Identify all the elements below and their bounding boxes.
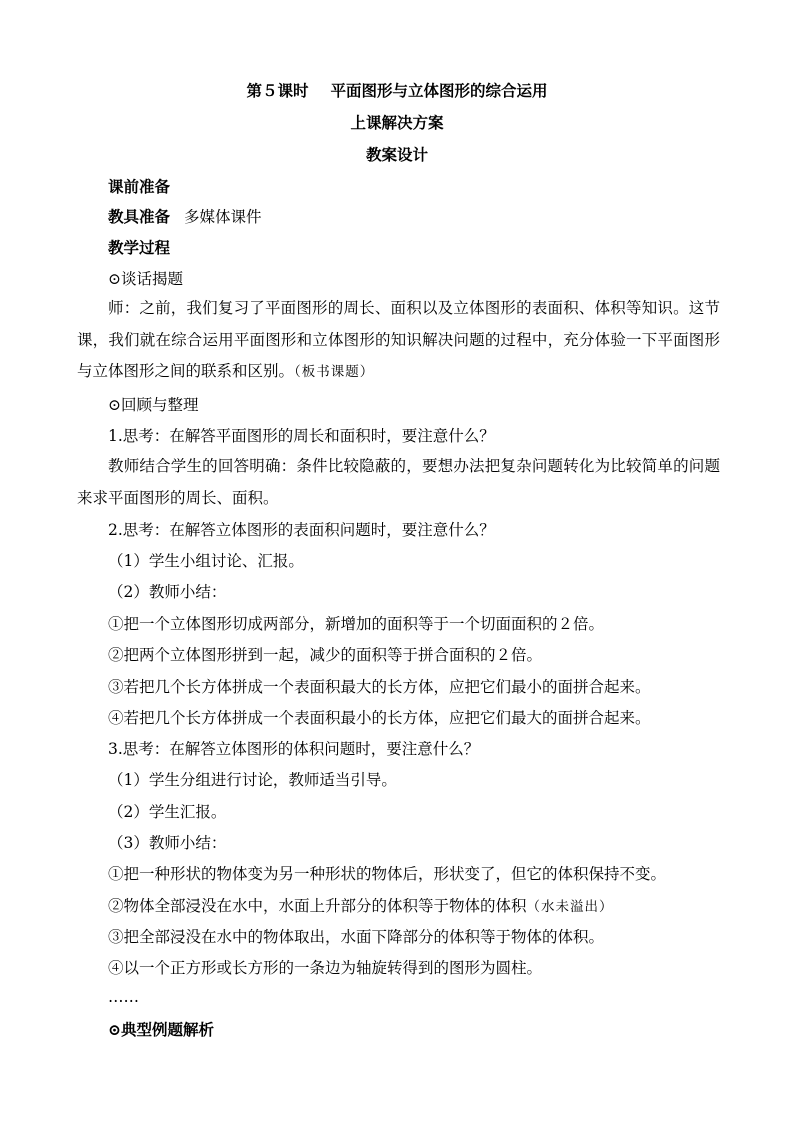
question-2: 2.思考：在解答立体图形的表面积问题时，要注意什么？ xyxy=(108,521,495,539)
tools-line xyxy=(108,206,720,228)
board-note: （板书课题） xyxy=(294,364,375,380)
q2-point: ④若把几个长方体拼成一个表面积最小的长方体，应把它们最大的面拼合起来。 xyxy=(108,709,651,727)
overflow-note: （水未溢出） xyxy=(526,899,614,915)
ellipsis: …… xyxy=(108,988,139,1006)
q2-point: ①把一个立体图形切成两部分，新增加的面积等于一个切面面积的２倍。 xyxy=(108,615,605,633)
intro-text: 师：之前，我们复习了平面图形的周长、面积以及立体图形的表面积、体积等知识。这节课，我们就在综合运用平面图形和立体图形的知识解决问题的过程中，充分体验一下平面图形与立体图形之间的联系和区别。 xyxy=(77,299,720,380)
q3-point-text: ②物体全部浸没在水中，水面上升部分的体积等于物体的体积 xyxy=(108,897,527,915)
intro-paragraph xyxy=(77,293,720,389)
q3-step: （2）学生汇报。 xyxy=(108,803,227,821)
solution-heading: 上课解决方案 xyxy=(350,113,444,132)
q3-step: （3）教师小结： xyxy=(108,834,227,852)
prep-heading: 课前准备 xyxy=(108,177,171,196)
q2-point: ②把两个立体图形拼到一起，减少的面积等于拼合面积的２倍。 xyxy=(108,646,543,664)
process-heading: 教学过程 xyxy=(108,238,171,257)
q3-point: ④以一个正方形或长方形的一条边为轴旋转得到的图形为圆柱。 xyxy=(108,959,543,977)
q3-point: ③把全部浸没在水中的物体取出，水面下降部分的体积等于物体的体积。 xyxy=(108,928,605,946)
tools-label: 教具准备 xyxy=(108,207,171,226)
intro-heading: ⊙谈话揭题 xyxy=(108,270,183,288)
lesson-number: 第５课时 xyxy=(246,81,309,100)
design-heading: 教案设计 xyxy=(365,145,428,164)
q2-step: （2）教师小结： xyxy=(108,583,227,601)
question-3: 3.思考：在解答立体图形的体积问题时，要注意什么？ xyxy=(108,740,480,758)
question-1-answer: 教师结合学生的回答明确：条件比较隐蔽的，要想办法把复杂问题转化为比较简单的问题来求平面图形的周长、面积。 xyxy=(77,457,720,507)
question-1: 1.思考：在解答平面图形的周长和面积时，要注意什么？ xyxy=(108,427,495,445)
tools-value: 多媒体课件 xyxy=(184,208,262,226)
q3-step: （1）学生分组进行讨论，教师适当引导。 xyxy=(108,771,397,789)
q3-point xyxy=(108,895,720,918)
examples-heading: ⊙典型例题解析 xyxy=(108,1020,214,1039)
q2-step: （1）学生小组讨论、汇报。 xyxy=(108,552,304,570)
lesson-name: 平面图形与立体图形的综合运用 xyxy=(330,81,548,100)
q3-point: ①把一种形状的物体变为另一种形状的物体后，形状变了，但它的体积保持不变。 xyxy=(108,865,667,883)
lesson-title xyxy=(0,80,794,102)
review-heading: ⊙回顾与整理 xyxy=(108,396,199,414)
q2-point: ③若把几个长方体拼成一个表面积最大的长方体，应把它们最小的面拼合起来。 xyxy=(108,678,651,696)
